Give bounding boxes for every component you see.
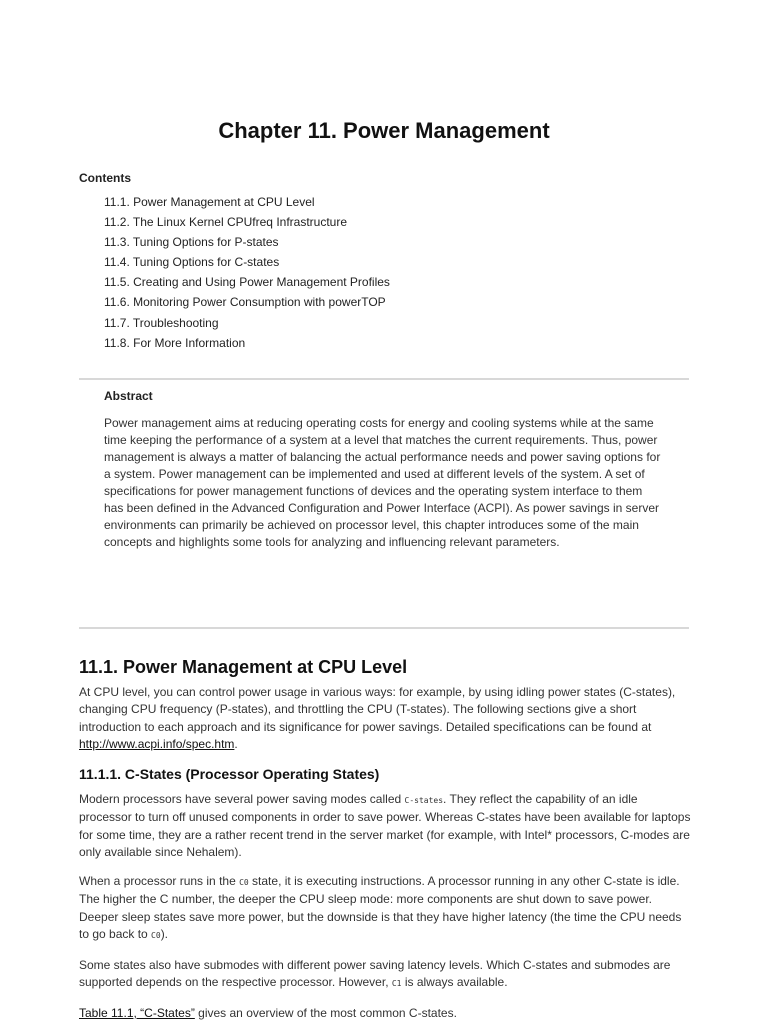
toc-link-11-1[interactable]: 11.1. Power Management at CPU Level: [104, 195, 315, 209]
c-states-paragraph-1: [79, 791, 691, 861]
c-states-paragraph-2: [79, 873, 691, 944]
toc-item[interactable]: [104, 292, 390, 312]
abstract-heading: Abstract: [104, 389, 153, 403]
paragraph-text: At CPU level, you can control power usage in various ways: for example, by using idling power states (C-states), changing CPU frequency (P-states), and throttling the CPU (T-states). The following sections give a short introduction to each approach and its significance for power savings. Detailed specifications can be found at: [79, 685, 676, 734]
paragraph-text: ).: [160, 926, 169, 941]
inline-code: C1: [391, 979, 402, 989]
paragraph-text: Some states also have submodes with different power saving latency levels. Which C-states and submodes are supported depends on the respective processor. However,: [79, 958, 671, 990]
abstract-body: Power management aims at reducing operating costs for energy and cooling systems while at the same time keeping the performance of a system at a level that matches the current requirements. Thus, power management is always a matter of balancing the actual performance needs and power saving options for a system. Power management can be implemented and used at different levels of the system. A set of specifications for power management functions of devices and the operating system interface to them has been defined in the Advanced Configuration and Power Interface (ACPI). As power savings in server environments can primarily be achieved on processor level, this chapter introduces some of the main concepts and highlights some tools for analyzing and influencing relevant parameters.: [104, 416, 661, 549]
section-title-11-1: 11.1. Power Management at CPU Level: [79, 657, 408, 677]
paragraph-text: Modern processors have several power saving modes called: [79, 792, 405, 806]
inline-code: C-states: [404, 796, 444, 805]
inline-code: C0: [239, 878, 249, 887]
toc-item[interactable]: [104, 212, 390, 232]
table-11-1-link[interactable]: Table 11.1, “C-States”: [79, 1006, 195, 1020]
paragraph-text: is always available.: [401, 975, 508, 990]
toc-item[interactable]: [104, 272, 390, 292]
toc-link-11-3[interactable]: 11.3. Tuning Options for P-states: [104, 235, 279, 250]
divider: [79, 378, 689, 380]
toc-link-11-4[interactable]: 11.4. Tuning Options for C-states: [104, 255, 280, 270]
toc-item[interactable]: [104, 232, 390, 252]
paragraph-text: When a processor runs in the: [79, 874, 240, 888]
toc-link-11-7[interactable]: 11.7. Troubleshooting: [104, 315, 219, 330]
toc-item[interactable]: [104, 313, 390, 333]
table-of-contents: [104, 192, 390, 353]
inline-code: C0: [151, 930, 161, 940]
paragraph-text: gives an overview of the most common C-states.: [194, 1006, 457, 1020]
toc-link-11-6[interactable]: 11.6. Monitoring Power Consumption with powerTOP: [104, 295, 386, 310]
toc-link-11-5[interactable]: 11.5. Creating and Using Power Management Profiles: [104, 275, 390, 290]
paragraph-text: .: [234, 736, 238, 751]
section-intro-paragraph: [79, 684, 691, 753]
chapter-title: Chapter 11. Power Management: [218, 118, 550, 143]
contents-heading: Contents: [79, 171, 131, 185]
toc-item[interactable]: [104, 252, 390, 272]
acpi-spec-link[interactable]: http://www.acpi.info/spec.htm: [79, 736, 235, 751]
toc-link-11-8[interactable]: 11.8. For More Information: [104, 335, 246, 350]
toc-link-11-2[interactable]: 11.2. The Linux Kernel CPUfreq Infrastructure: [104, 215, 348, 230]
divider: [79, 627, 689, 629]
c-states-paragraph-4: [79, 1005, 691, 1022]
paragraph-text: . They reflect the capability of an idle processor to turn off unused components in order to save power. Whereas C-states have been available for laptops for some time, they are a rather recent trend in the server market (for example, with Intel* processors, C-modes are only available since Nehalem).: [79, 792, 691, 859]
toc-item[interactable]: [104, 192, 390, 212]
c-states-paragraph-3: [79, 957, 691, 993]
section-title-11-1-1: 11.1.1. C-States (Processor Operating States): [79, 766, 380, 782]
toc-item[interactable]: [104, 333, 390, 353]
paragraph-text: state, it is executing instructions. A processor running in any other C-state is idle. The higher the C number, the deeper the CPU sleep mode: more components are shut down to save power. Deeper sleep states save more power, but the downside is that they have higher latency (the time the CPU needs to go back to: [79, 874, 682, 941]
